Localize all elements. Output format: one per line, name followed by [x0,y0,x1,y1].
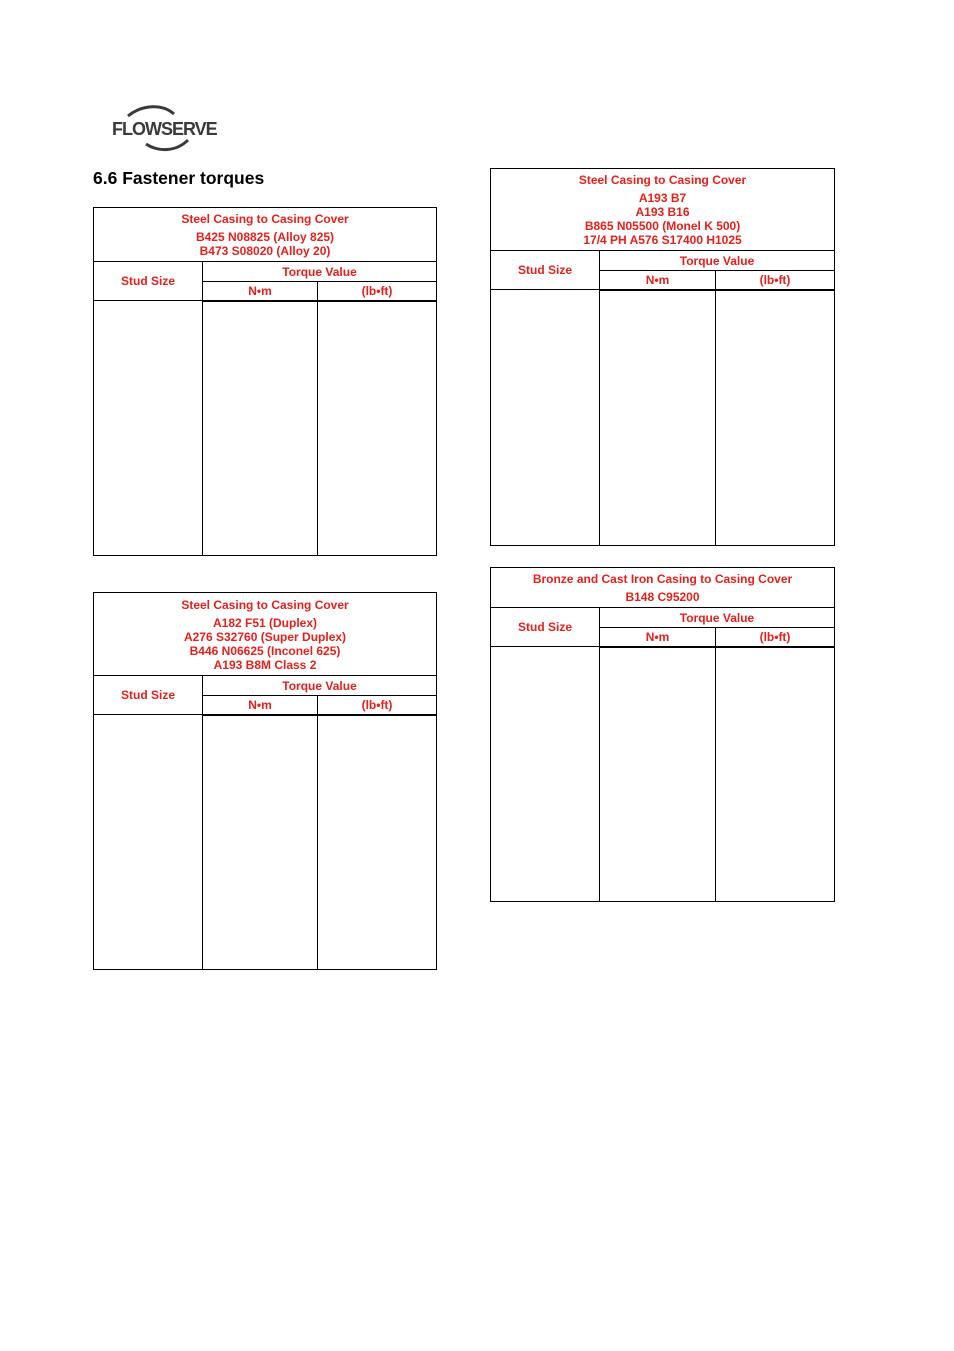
unit-lbft-header: (lb•ft) [318,696,437,715]
torque-table-bronze [490,567,834,902]
unit-nm-header: N•m [600,271,716,290]
unit-nm-header: N•m [203,282,318,301]
stud-size-column [94,301,203,556]
table-title: Steel Casing to Casing Cover A182 F51 (Duplex) A276 S32760 (Super Duplex) B446 N06625 (Inconel 625) A193 B8M Class 2 [94,593,437,676]
torque-table-b7 [490,168,834,546]
stud-size-header: Stud Size [94,676,203,715]
unit-lbft-header: (lb•ft) [716,628,835,647]
torque-table-alloy [93,207,436,556]
table-title: Bronze and Cast Iron Casing to Casing Cover B148 C95200 [491,568,835,608]
lbft-column [318,715,437,970]
nm-column [600,290,716,546]
torque-value-header: Torque Value [203,262,437,282]
nm-column [600,647,716,902]
logo-wordmark: FLOWSERVE [112,119,217,139]
unit-nm-header: N•m [600,628,716,647]
torque-value-header: Torque Value [600,608,835,628]
unit-lbft-header: (lb•ft) [318,282,437,301]
stud-size-header: Stud Size [94,262,203,301]
unit-nm-header: N•m [203,696,318,715]
stud-size-column [94,715,203,970]
nm-column [203,715,318,970]
unit-lbft-header: (lb•ft) [716,271,835,290]
stud-size-header: Stud Size [491,608,600,647]
lbft-column [716,647,835,902]
lbft-column [716,290,835,546]
lbft-column [318,301,437,556]
torque-value-header: Torque Value [600,251,835,271]
nm-column [203,301,318,556]
flowserve-logo [108,104,220,154]
page-title: 6.6 Fastener torques [93,168,265,188]
torque-table-duplex [93,592,436,970]
stud-size-column [491,290,600,546]
table-title: Steel Casing to Casing Cover A193 B7 A193 B16 B865 N05500 (Monel K 500) 17/4 PH A576 S17400 H1025 [491,169,835,251]
table-title: Steel Casing to Casing Cover B425 N08825 (Alloy 825) B473 S08020 (Alloy 20) [94,208,437,262]
stud-size-header: Stud Size [491,251,600,290]
torque-value-header: Torque Value [203,676,437,696]
stud-size-column [491,647,600,902]
